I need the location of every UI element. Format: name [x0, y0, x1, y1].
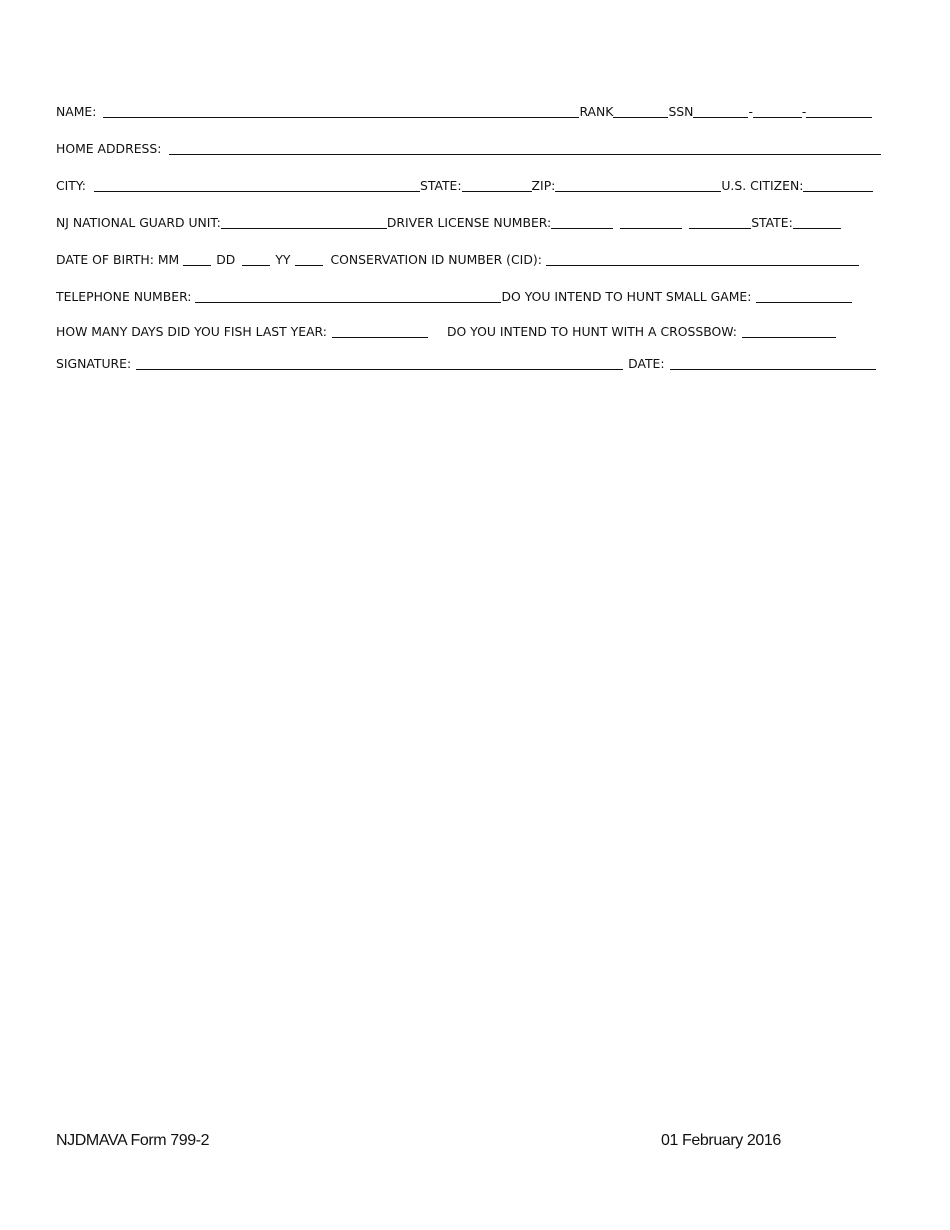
city-label: CITY:: [56, 178, 86, 193]
guard-unit-row: [56, 213, 841, 231]
small-game-label: DO YOU INTEND TO HUNT SMALL GAME:: [501, 289, 752, 304]
ssn-label: SSN: [668, 104, 694, 119]
dob-dd-label: DD: [216, 252, 236, 267]
form-number: NJDMAVA Form 799-2: [56, 1132, 210, 1149]
small-game-field[interactable]: [756, 289, 852, 303]
telephone-field[interactable]: [195, 289, 501, 303]
guard-unit-label: NJ NATIONAL GUARD UNIT:: [56, 215, 221, 230]
crossbow-field[interactable]: [742, 324, 836, 338]
revision-date: 01 February 2016: [661, 1132, 781, 1149]
crossbow-label: DO YOU INTEND TO HUNT WITH A CROSSBOW:: [446, 324, 737, 339]
home-address-row: [56, 139, 881, 157]
rank-field[interactable]: [613, 104, 668, 118]
date-field[interactable]: [670, 356, 876, 370]
zip-field[interactable]: [555, 178, 721, 192]
dob-yy-field[interactable]: [295, 252, 323, 266]
rank-label: RANK: [579, 104, 614, 119]
city-row: [56, 176, 873, 194]
cid-field[interactable]: [546, 252, 859, 266]
driver-license-field-2[interactable]: [620, 215, 682, 229]
signature-field[interactable]: [136, 356, 623, 370]
zip-label: ZIP:: [531, 178, 556, 193]
fish-days-field[interactable]: [332, 324, 428, 338]
cid-label: CONSERVATION ID NUMBER (CID):: [330, 252, 542, 267]
dob-row: [56, 250, 859, 268]
ssn-separator-2: -: [801, 104, 807, 119]
name-row: [56, 102, 872, 120]
us-citizen-field[interactable]: [803, 178, 873, 192]
ssn-field-1[interactable]: [693, 104, 748, 118]
home-address-field[interactable]: [169, 141, 881, 155]
dob-mm-field[interactable]: [183, 252, 211, 266]
home-address-label: HOME ADDRESS:: [56, 141, 162, 156]
fishing-row: [56, 322, 836, 340]
guard-unit-field[interactable]: [221, 215, 387, 229]
name-label: NAME:: [56, 104, 97, 119]
state-label: STATE:: [419, 178, 462, 193]
driver-license-field-1[interactable]: [551, 215, 613, 229]
dob-yy-label: YY: [275, 252, 291, 267]
telephone-label: TELEPHONE NUMBER:: [56, 289, 192, 304]
dl-state-field[interactable]: [793, 215, 841, 229]
driver-license-label: DRIVER LICENSE NUMBER:: [386, 215, 552, 230]
state-field[interactable]: [462, 178, 532, 192]
ssn-field-2[interactable]: [753, 104, 802, 118]
name-field[interactable]: [103, 104, 579, 118]
us-citizen-label: U.S. CITIZEN:: [721, 178, 804, 193]
city-field[interactable]: [94, 178, 420, 192]
dob-dd-field[interactable]: [242, 252, 270, 266]
telephone-row: [56, 287, 852, 305]
dob-label: DATE OF BIRTH: MM: [56, 252, 180, 267]
ssn-field-3[interactable]: [806, 104, 872, 118]
dl-state-label: STATE:: [751, 215, 793, 230]
driver-license-field-3[interactable]: [689, 215, 751, 229]
signature-row: [56, 354, 876, 372]
fish-days-label: HOW MANY DAYS DID YOU FISH LAST YEAR:: [56, 324, 327, 339]
date-label: DATE:: [628, 356, 665, 371]
ssn-separator-1: -: [748, 104, 753, 119]
signature-label: SIGNATURE:: [56, 356, 132, 371]
